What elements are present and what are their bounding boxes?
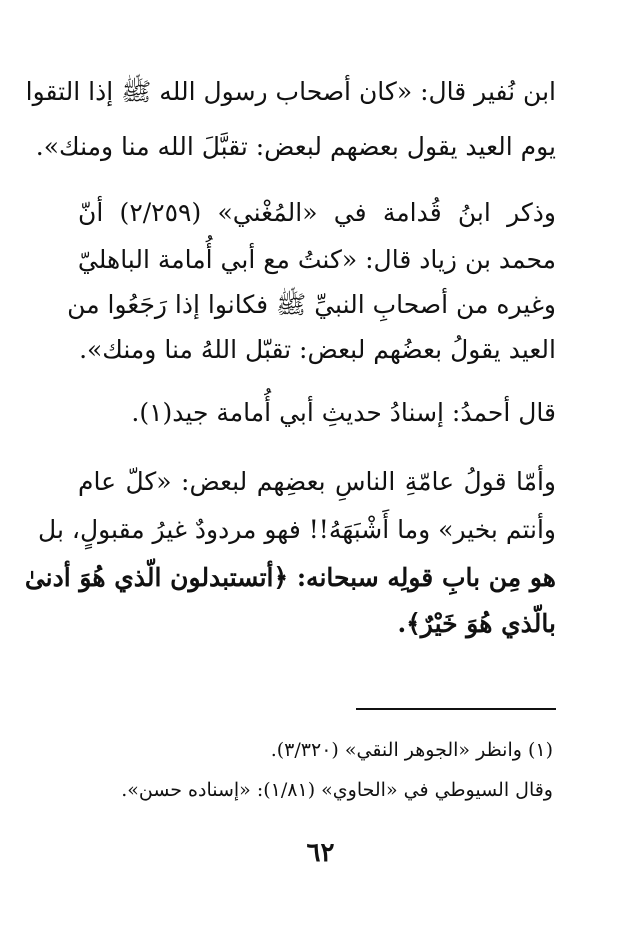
text-line: وذكر ابنُ قُدامة في «المُغْني» (٢/٢٥٩) أنّ <box>78 198 556 227</box>
footnote-separator <box>356 708 556 710</box>
text-line: العيد يقولُ بعضُهم لبعض: تقبّل اللهُ منا ومنك». <box>79 335 556 364</box>
footnote-line: (١) وانظر «الجوهر النقي» (٣/٣٢٠). <box>270 739 553 761</box>
text-line: وأنتم بخير» وما أَشْبَهَهُ!! فهو مردودٌ غيرُ مقبولٍ، بل <box>38 515 556 544</box>
text-line: وغيره من أصحابِ النبيِّ ﷺ فكانوا إذا رَجَعُوا من <box>67 290 556 319</box>
text-line: قال أحمدُ: إسنادُ حديثِ أبي أُمامة جيد(١). <box>131 398 556 427</box>
page-number: ٦٢ <box>306 838 335 868</box>
text-line: يوم العيد يقول بعضهم لبعض: تقبَّلَ الله منا ومنك». <box>35 132 556 161</box>
text-line: بالّذي هُوَ خَيْرٌ﴾. <box>397 609 556 638</box>
footnote-line: وقال السيوطي في «الحاوي» (١/٨١): «إسناده حسن». <box>121 779 553 801</box>
text-line: هو مِن بابِ قولِه سبحانه: ﴿أتستبدلون الّذي هُوَ أدنىٰ <box>24 563 556 592</box>
text-line: وأمّا قولُ عامّةِ الناسِ بعضِهم لبعض: «كلّ عام <box>78 467 556 496</box>
text-line: محمد بن زياد قال: «كنتُ مع أبي أُمامة الباهليّ <box>77 245 556 274</box>
text-line: ابن نُفير قال: «كان أصحاب رسول الله ﷺ إذا التقوا <box>25 77 556 106</box>
